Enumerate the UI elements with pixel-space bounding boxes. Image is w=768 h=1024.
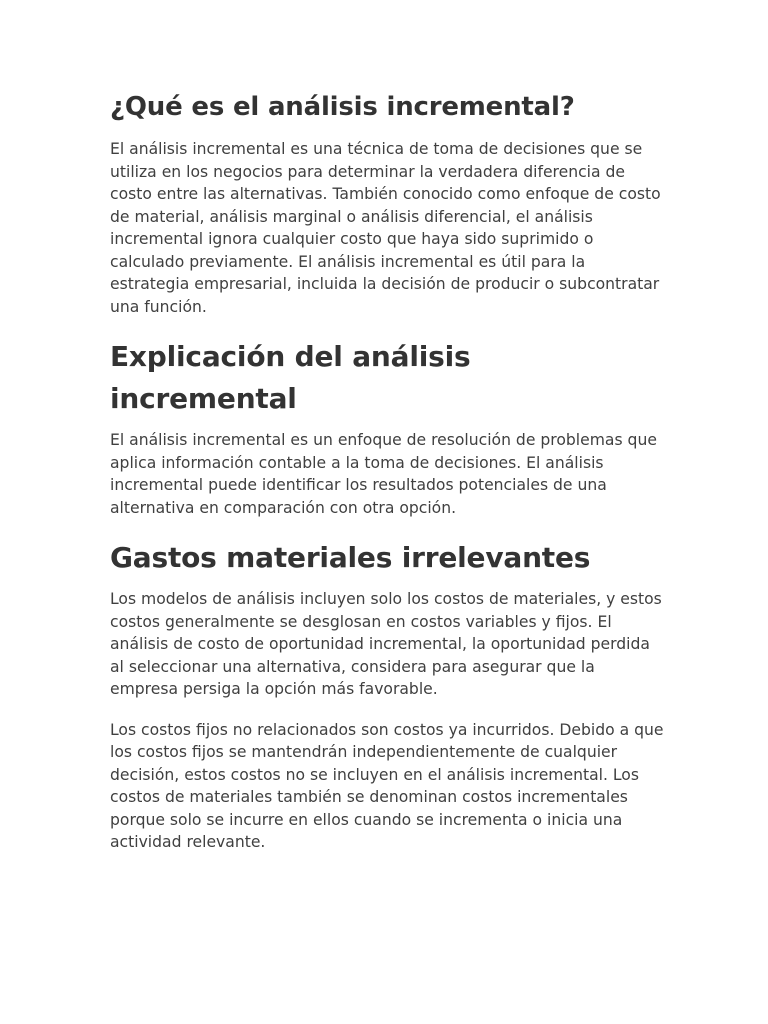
section-heading-explicacion: Explicación del análisis incremental — [110, 340, 471, 415]
section-paragraph: Los modelos de análisis incluyen solo los costos de materiales, y estos costos generalmente se desglosan en costos variables y fijos. El análisis de costo de oportunidad incremental, la oportunidad perdida al seleccionar una alternativa, considera para asegurar que la empresa persiga la opción más favorable. — [110, 590, 662, 698]
document-page — [110, 86, 666, 872]
section-paragraph: Los costos fijos no relacionados son costos ya incurridos. Debido a que los costos fijos se mantendrán independientemente de cualquier decisión, estos costos no se incluyen en el análisis incremental. Los costos de materiales también se denominan costos incrementales porque solo se incurre en ellos cuando se incrementa o inicia una actividad relevante. — [110, 720, 664, 851]
intro-paragraph: El análisis incremental es una técnica de toma de decisiones que se utiliza en los negocios para determinar la verdadera diferencia de costo entre las alternativas. También conocido como enfoque de costo de material, análisis marginal o análisis diferencial, el análisis incremental ignora cualquier costo que haya sido suprimido o calculado previamente. El análisis incremental es útil para la estrategia empresarial, incluida la decisión de producir o subcontratar una función. — [110, 140, 661, 316]
page-title: ¿Qué es el análisis incremental? — [110, 92, 575, 122]
section-paragraph: El análisis incremental es un enfoque de resolución de problemas que aplica información contable a la toma de decisiones. El análisis incremental puede identificar los resultados potenciales de una alternativa en comparación con otra opción. — [110, 431, 657, 517]
section-heading-gastos: Gastos materiales irrelevantes — [110, 541, 591, 574]
